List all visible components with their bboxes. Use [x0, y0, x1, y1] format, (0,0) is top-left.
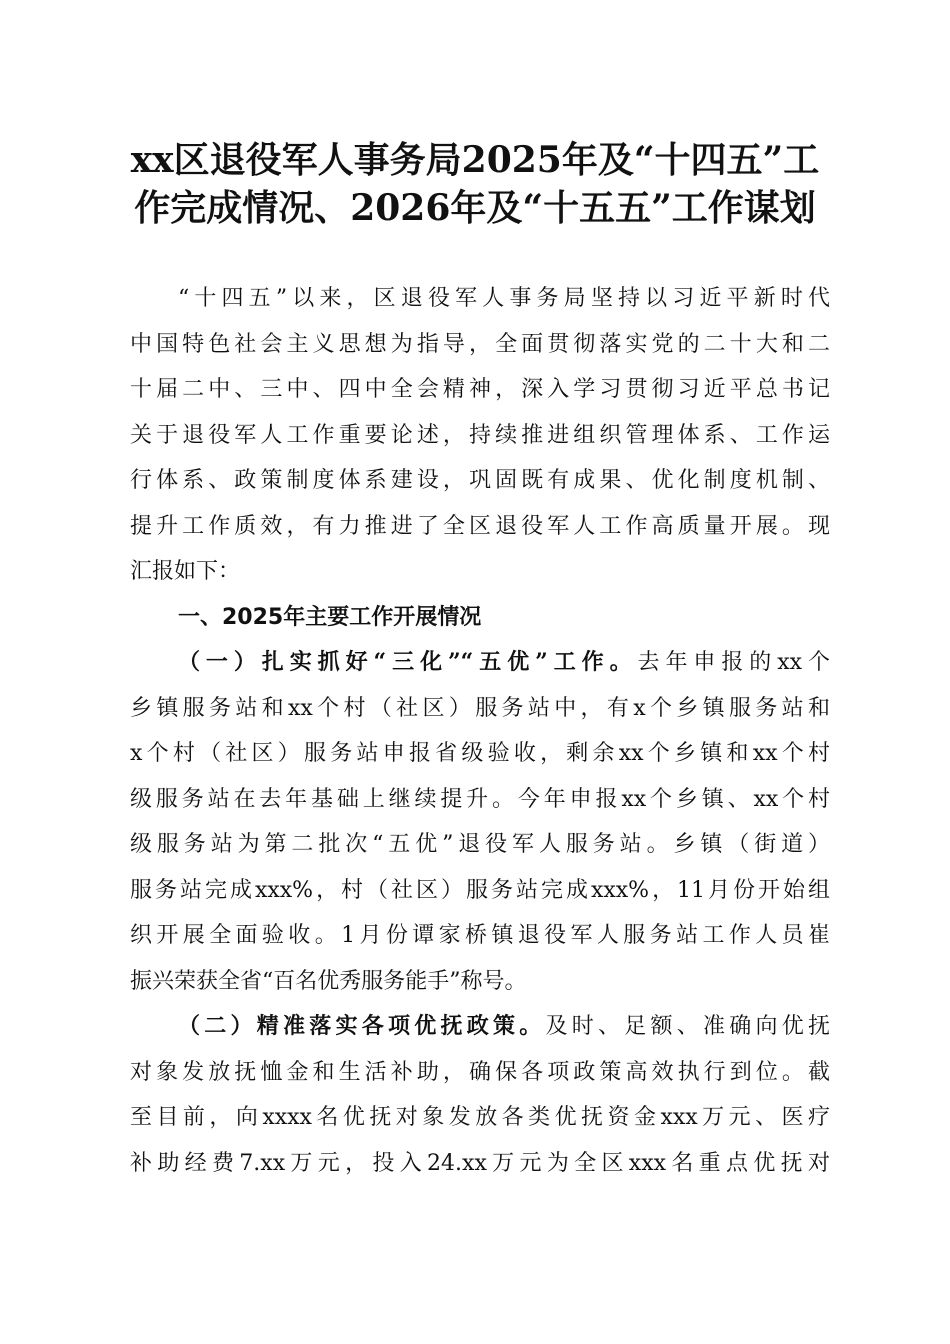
intro-paragraph: [130, 276, 830, 595]
paragraph-lead: （一）扎实抓好“三化”“五优”工作。: [178, 649, 638, 675]
intro-line: 中国特色社会主义思想为指导，全面贯彻落实党的二十大和二: [130, 331, 830, 357]
paragraph-line: 服务站完成xxx%，村（社区）服务站完成xxx%，11月份开始组: [130, 877, 830, 903]
paragraph-text: 去年申报的xx个: [637, 650, 830, 675]
intro-line: 行体系、政策制度体系建设，巩固既有成果、优化制度机制、: [130, 468, 830, 493]
document-body: [130, 276, 830, 1186]
paragraph-line: [130, 1004, 830, 1050]
paragraph-line: 补助经费7.xx万元，投入24.xx万元为全区xxx名重点优抚对: [130, 1150, 830, 1176]
paragraph-line: 至目前，向xxxx名优抚对象发放各类优抚资金xxx万元、医疗: [130, 1105, 830, 1130]
title-line-1: xx区退役军人事务局2025年及“十四五”工: [130, 139, 820, 181]
paragraph-line: 级服务站在去年基础上继续提升。今年申报xx个乡镇、xx个村: [130, 786, 830, 812]
intro-line: 十届二中、三中、四中全会精神，深入学习贯彻习近平总书记: [130, 377, 830, 402]
paragraph-line: 乡镇服务站和xx个村（社区）服务站中，有x个乡镇服务站和: [130, 695, 830, 721]
paragraph-line: 振兴荣获全省“百名优秀服务能手”称号。: [130, 968, 527, 994]
paragraph-line: 织开展全面验收。1月份谭家桥镇退役军人服务站工作人员崔: [130, 923, 830, 948]
paragraph-line: [130, 640, 830, 686]
intro-line: 提升工作质效，有力推进了全区退役军人工作高质量开展。现: [130, 513, 830, 539]
section-heading: 一、2025年主要工作开展情况: [178, 604, 482, 630]
paragraph-line: 对象发放抚恤金和生活补助，确保各项政策高效执行到位。截: [130, 1059, 830, 1085]
paragraph-line: 级服务站为第二批次“五优”退役军人服务站。乡镇（街道）: [130, 832, 830, 857]
paragraph-1: [130, 640, 830, 1004]
intro-line: 汇报如下：: [130, 559, 241, 584]
title-line-2: 作完成情况、2026年及“十五五”工作谋划: [134, 187, 816, 229]
intro-line: 关于退役军人工作重要论述，持续推进组织管理体系、工作运: [130, 422, 830, 448]
intro-line: “十四五”以来，区退役军人事务局坚持以习近平新时代: [178, 286, 830, 311]
paragraph-2: [130, 1004, 830, 1186]
paragraph-lead: （二）精准落实各项优抚政策。: [178, 1013, 546, 1039]
paragraph-text: 及时、足额、准确向优抚: [545, 1014, 830, 1039]
paragraph-line: x个村（社区）服务站申报省级验收，剩余xx个乡镇和xx个村: [130, 741, 830, 766]
document-title: [100, 136, 850, 232]
